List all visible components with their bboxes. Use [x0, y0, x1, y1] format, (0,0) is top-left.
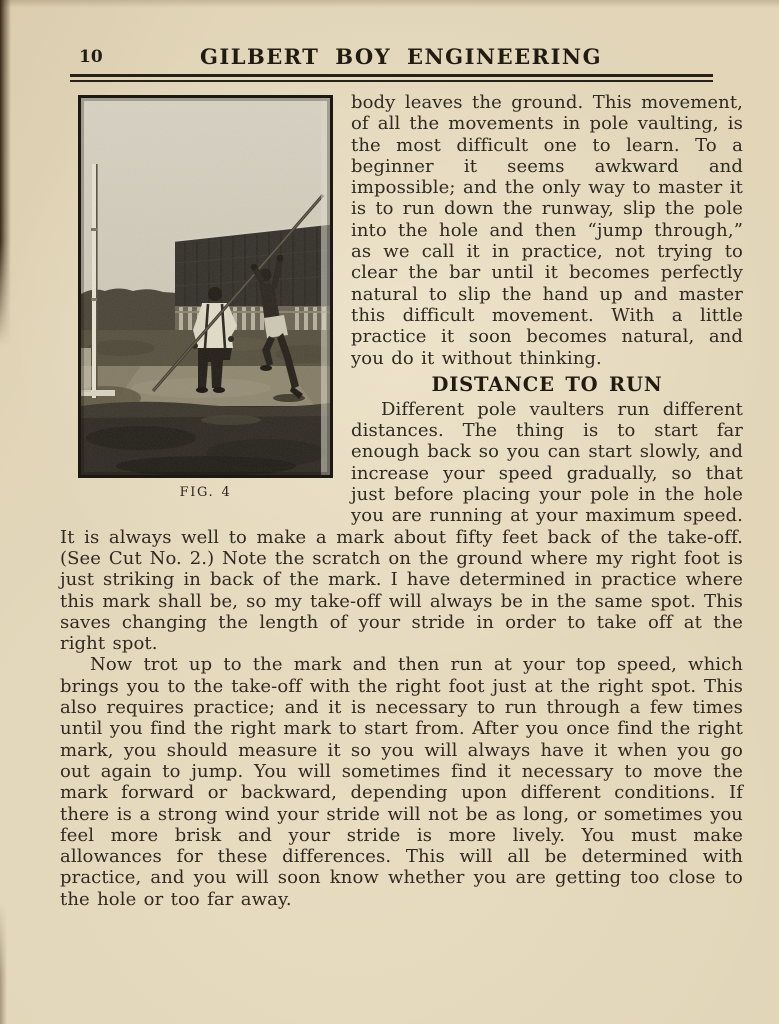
page-body-text [60, 92, 743, 910]
pole-vault-photo-illustration [81, 98, 330, 475]
photo-grain-overlay [81, 98, 330, 475]
figure-4 [78, 95, 333, 503]
running-head-title: GILBERT BOY ENGINEERING [199, 44, 603, 69]
figure-caption: FIG. 4 [179, 485, 232, 500]
pole-vault-photo [78, 95, 333, 478]
header-rule-top [70, 74, 713, 77]
paragraph-pole-vault-continuation: body leaves the ground. This movement, of all the movements in pole vaulting, is the most difficult one to learn. To a beginner it seems awkward and impossible; and the only way to master it is to run down the runway, slip the pole into the hole and then “jump through,” as we call it in practice, not trying to clear the bar until it becomes perfectly natural to slip the hand up and master this difficult movement. With a little practice it soon becomes natural, and you do it without thinking. [351, 92, 743, 369]
page-number: 10 [79, 47, 103, 67]
header-double-rule [70, 74, 713, 82]
page-header [60, 44, 742, 74]
scan-shadow-left-edge [0, 0, 11, 345]
header-rule-bottom [70, 80, 713, 82]
section-heading-distance-to-run: DISTANCE TO RUN [431, 372, 663, 396]
paragraph-distance-2: Now trot up to the mark and then run at your top speed, which brings you to the take-off with the right foot just at the right spot. This also requires practice; and it is necessary to run through a few times until you find the right mark to start from. After you once find the right mark, you should measure it so you will always have it when you go out again to jump. You will sometimes find it necessary to move the mark forward or backward, depending upon different conditions. If there is a strong wind your stride will not be as long, or sometimes you feel more brisk and your stride is more lively. You must make allowances for these differences. This will all be determined with practice, and you will soon know whether you are getting too close to the hole or too far away. [60, 654, 743, 910]
scan-shadow-top-edge [0, 0, 779, 8]
paragraph-distance-1: Different pole vaulters run different distances. The thing is to start far enough back so you can start slowly, and increase your speed gradually, so that just before placing your pole in the hole you are running at your maximum speed. It is always well to make a mark about fifty feet back of the take-off. (See Cut No. 2.) Note the scratch on the ground where my right foot is just striking in back of the mark. I have determined in practice where this mark shall be, so my take-off will always be in the same spot. This saves changing the length of your stride in order to take off at the right spot. [60, 398, 743, 655]
scan-shadow-left-lower-edge [0, 904, 7, 1024]
